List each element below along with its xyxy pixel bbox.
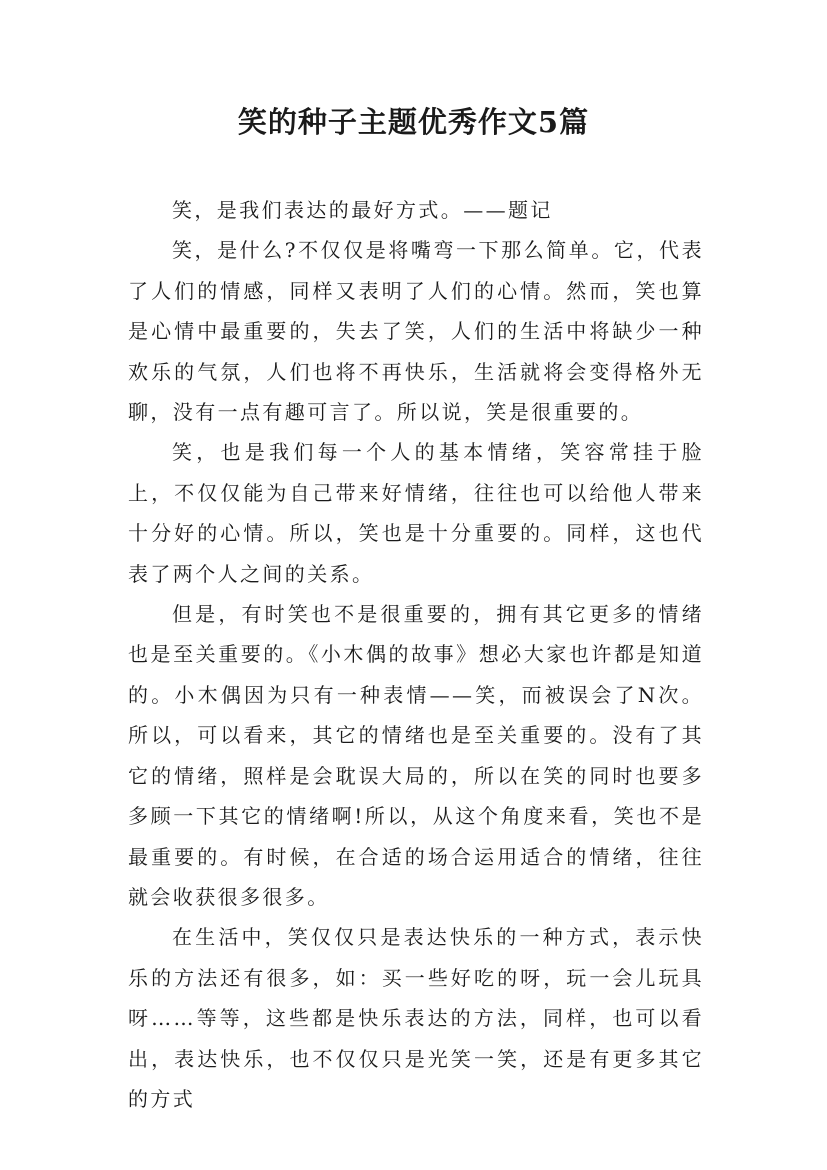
paragraph-1: 笑，是什么?不仅仅是将嘴弯一下那么简单。它，代表了人们的情感，同样又表明了人们的心情。然而，笑也算是心情中最重要的，失去了笑，人们的生活中将缺少一种欢乐的气氛，人们也将不再快乐，生活就将会变得格外无聊，没有一点有趣可言了。所以说，笑是很重要的。 <box>128 238 704 425</box>
paragraph-4: 在生活中，笑仅仅只是表达快乐的一种方式，表示快乐的方法还有很多，如：买一些好吃的呀，玩一会儿玩具呀……等等，这些都是快乐表达的方法，同样，也可以看出，表达快乐，也不仅仅只是光笑一笑，还是有更多其它的方式 <box>128 925 704 1111</box>
document-body <box>128 190 704 1119</box>
document-title: 笑的种子主题优秀作文5篇 <box>237 105 590 139</box>
paragraph-2: 笑，也是我们每一个人的基本情绪，笑容常挂于脸上，不仅仅能为自己带来好情绪，往往也可以给他人带来十分好的心情。所以，笑也是十分重要的。同样，这也代表了两个人之间的关系。 <box>128 440 704 586</box>
paragraph-3: 但是，有时笑也不是很重要的，拥有其它更多的情绪也是至关重要的。《小木偶的故事》想必大家也许都是知道的。小木偶因为只有一种表情——笑，而被误会了N次。所以，可以看来，其它的情绪也是至关重要的。没有了其它的情绪，照样是会耽误大局的，所以在笑的同时也要多多顾一下其它的情绪啊!所以，从这个角度来看，笑也不是最重要的。有时候，在合适的场合运用适合的情绪，往往就会收获很多很多。 <box>128 602 704 909</box>
paragraph-epigraph: 笑，是我们表达的最好方式。——题记 <box>172 198 553 222</box>
